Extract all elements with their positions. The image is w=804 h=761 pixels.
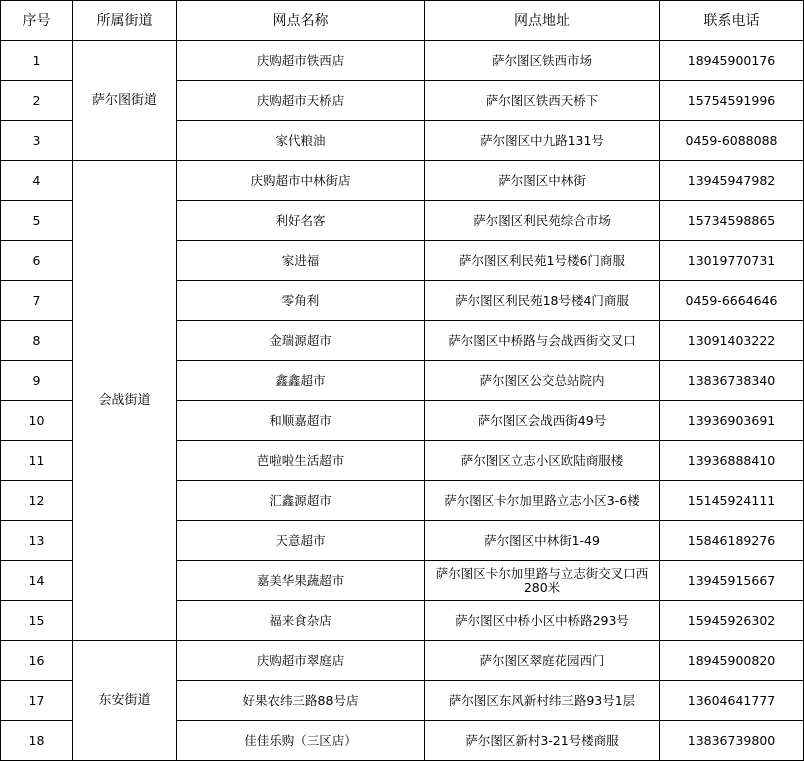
outlet-address: 萨尔图区东风新村纬三路93号1层 [425,681,660,721]
outlet-phone: 15145924111 [660,481,804,521]
row-number: 8 [1,321,73,361]
outlet-phone: 18945900820 [660,641,804,681]
row-number: 10 [1,401,73,441]
outlet-address: 萨尔图区铁西市场 [425,41,660,81]
outlet-address: 萨尔图区翠庭花园西门 [425,641,660,681]
outlet-name: 零角利 [177,281,425,321]
outlet-address: 萨尔图区卡尔加里路与立志街交叉口西280米 [425,561,660,601]
row-number: 12 [1,481,73,521]
outlet-name: 鑫鑫超市 [177,361,425,401]
outlet-address: 萨尔图区新村3-21号楼商服 [425,721,660,761]
outlet-address: 萨尔图区会战西街49号 [425,401,660,441]
outlet-phone: 13836739800 [660,721,804,761]
outlet-name: 利好名客 [177,201,425,241]
row-number: 15 [1,601,73,641]
outlet-address: 萨尔图区铁西天桥下 [425,81,660,121]
outlet-name: 和顺嘉超市 [177,401,425,441]
row-number: 14 [1,561,73,601]
outlet-phone: 13836738340 [660,361,804,401]
outlet-phone: 13604641777 [660,681,804,721]
outlet-address: 萨尔图区利民苑综合市场 [425,201,660,241]
outlet-phone: 13019770731 [660,241,804,281]
outlet-address: 萨尔图区立志小区欧陆商服楼 [425,441,660,481]
outlet-address: 萨尔图区利民苑1号楼6门商服 [425,241,660,281]
outlet-address: 萨尔图区中林街 [425,161,660,201]
row-number: 1 [1,41,73,81]
outlet-address: 萨尔图区中桥小区中桥路293号 [425,601,660,641]
outlet-address: 萨尔图区公交总站院内 [425,361,660,401]
table-row [1,41,804,81]
outlet-phone: 13936903691 [660,401,804,441]
outlet-phone: 13936888410 [660,441,804,481]
outlet-address: 萨尔图区利民苑18号楼4门商服 [425,281,660,321]
outlet-name: 家代粮油 [177,121,425,161]
row-number: 13 [1,521,73,561]
outlet-name: 庆购超市中林街店 [177,161,425,201]
header-address: 网点地址 [425,1,660,41]
header-phone: 联系电话 [660,1,804,41]
outlet-name: 福来食杂店 [177,601,425,641]
outlet-name: 庆购超市翠庭店 [177,641,425,681]
row-number: 9 [1,361,73,401]
row-number: 17 [1,681,73,721]
outlet-name: 庆购超市铁西店 [177,41,425,81]
outlet-address: 萨尔图区中桥路与会战西街交叉口 [425,321,660,361]
header-row [1,1,804,41]
row-number: 18 [1,721,73,761]
table-body [1,41,804,761]
outlet-name: 嘉美华果蔬超市 [177,561,425,601]
table-row [1,641,804,681]
district-cell: 会战街道 [73,161,177,641]
outlet-phone: 18945900176 [660,41,804,81]
header-district: 所属街道 [73,1,177,41]
outlet-name: 芭啦啦生活超市 [177,441,425,481]
outlet-name: 好果农纬三路88号店 [177,681,425,721]
outlet-phone: 13091403222 [660,321,804,361]
row-number: 11 [1,441,73,481]
header-no: 序号 [1,1,73,41]
outlet-address: 萨尔图区中林街1-49 [425,521,660,561]
outlet-name: 金瑞源超市 [177,321,425,361]
outlet-phone: 15945926302 [660,601,804,641]
outlet-phone: 15846189276 [660,521,804,561]
outlet-name: 佳佳乐购（三区店） [177,721,425,761]
outlet-name: 汇鑫源超市 [177,481,425,521]
row-number: 7 [1,281,73,321]
outlet-address: 萨尔图区中九路131号 [425,121,660,161]
district-cell: 萨尔图街道 [73,41,177,161]
outlet-phone: 13945915667 [660,561,804,601]
row-number: 4 [1,161,73,201]
outlet-phone: 15754591996 [660,81,804,121]
outlet-phone: 0459-6088088 [660,121,804,161]
outlet-phone: 0459-6664646 [660,281,804,321]
district-cell: 东安街道 [73,641,177,761]
row-number: 5 [1,201,73,241]
outlet-phone: 13945947982 [660,161,804,201]
outlet-name: 庆购超市天桥店 [177,81,425,121]
row-number: 2 [1,81,73,121]
header-name: 网点名称 [177,1,425,41]
outlet-phone: 15734598865 [660,201,804,241]
row-number: 3 [1,121,73,161]
outlet-address: 萨尔图区卡尔加里路立志小区3-6楼 [425,481,660,521]
outlet-name: 家进福 [177,241,425,281]
row-number: 6 [1,241,73,281]
row-number: 16 [1,641,73,681]
outlet-name: 天意超市 [177,521,425,561]
table-row [1,161,804,201]
